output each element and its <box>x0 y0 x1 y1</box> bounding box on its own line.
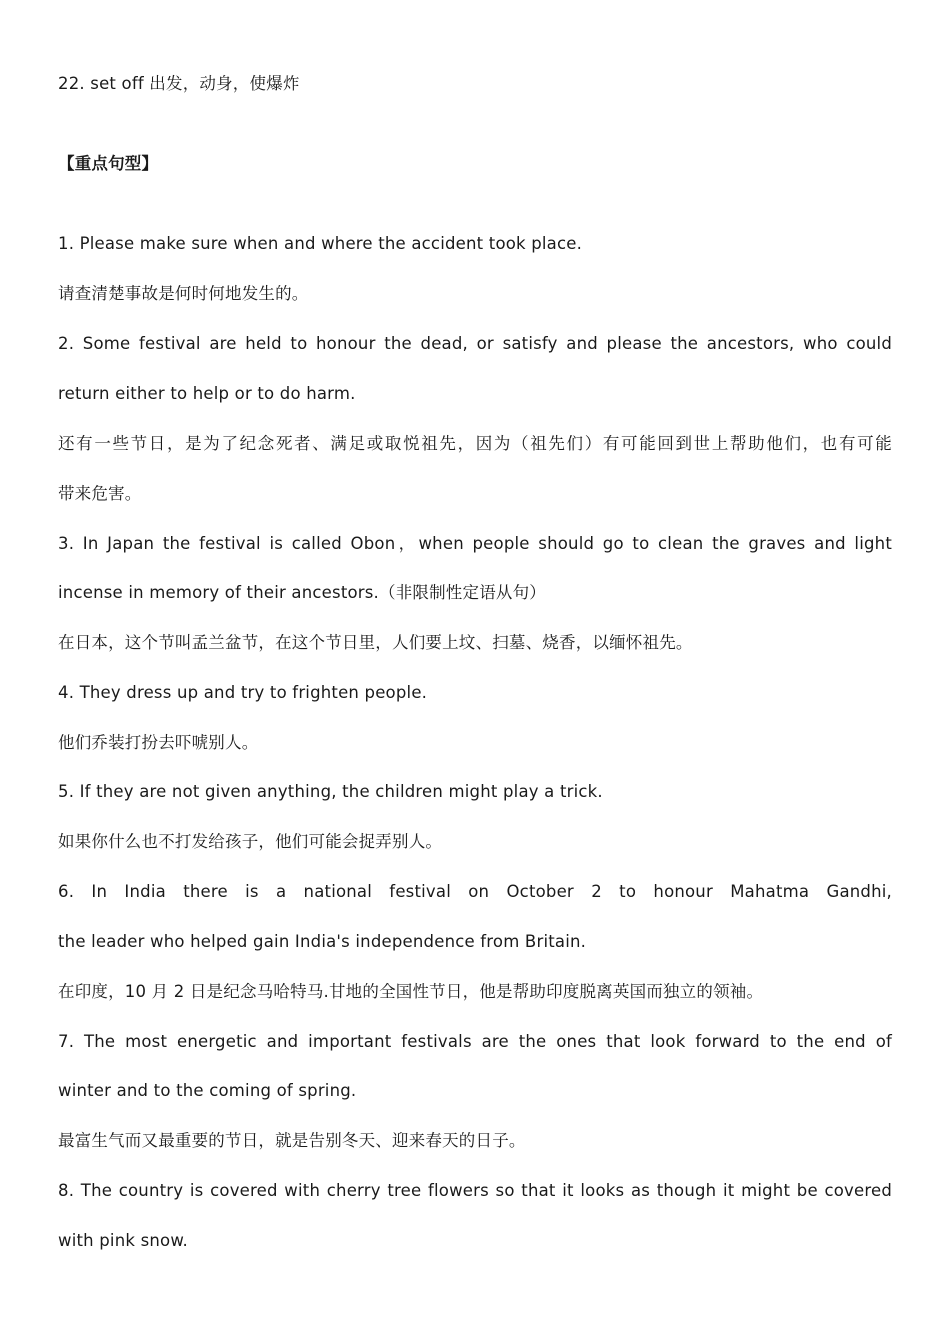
sentence-8-en-line-2: with pink snow. <box>58 1231 188 1250</box>
sentence-4-zh: 他们乔装打扮去吓唬别人。 <box>58 733 259 752</box>
sentence-3-en-line-1: 3. In Japan the festival is called Obon，when people should go to clean the graves and light <box>58 534 892 553</box>
sentence-1-zh: 请查清楚事故是何时何地发生的。 <box>58 284 309 303</box>
sentence-2-en-line-1: 2. Some festival are held to honour the dead, or satisfy and please the ancestors, who could <box>58 334 892 353</box>
sentence-7-en-line-1: 7. The most energetic and important festivals are the ones that look forward to the end of <box>58 1032 892 1051</box>
sentence-6-en-line-2: the leader who helped gain India's independence from Britain. <box>58 932 587 951</box>
sentence-4-en: 4. They dress up and try to frighten people. <box>58 683 428 702</box>
vocab-item-22: 22. set off 出发，动身，使爆炸 <box>58 74 300 93</box>
sentence-6-en-line-1: 6. In India there is a national festival on October 2 to honour Mahatma Gandhi, <box>58 882 892 901</box>
sentence-5-en: 5. If they are not given anything, the children might play a trick. <box>58 782 603 801</box>
sentence-2-en-line-2: return either to help or to do harm. <box>58 384 356 403</box>
sentence-2-zh-line-1: 还有一些节日，是为了纪念死者、满足或取悦祖先，因为（祖先们）有可能回到世上帮助他们，也有可能 <box>58 434 892 453</box>
sentence-5-zh: 如果你什么也不打发给孩子，他们可能会捉弄别人。 <box>58 832 443 851</box>
sentence-2-zh-line-2: 带来危害。 <box>58 484 142 503</box>
sentence-8-en-line-1: 8. The country is covered with cherry tree flowers so that it looks as though it might be covered <box>58 1181 892 1200</box>
sentence-3-zh: 在日本，这个节叫孟兰盆节，在这个节日里，人们要上坟、扫墓、烧香，以缅怀祖先。 <box>58 633 693 652</box>
sentence-6-zh: 在印度，10 月 2 日是纪念马哈特马.甘地的全国性节日，他是帮助印度脱离英国而独立的领袖。 <box>58 982 764 1001</box>
sentence-7-zh: 最富生气而又最重要的节日，就是告别冬天、迎来春天的日子。 <box>58 1131 526 1150</box>
sentence-7-en-line-2: winter and to the coming of spring. <box>58 1081 357 1100</box>
sentence-3-en-line-2: incense in memory of their ancestors.（非限制性定语从句） <box>58 583 547 602</box>
section-title: 【重点句型】 <box>58 154 159 173</box>
sentence-1-en: 1. Please make sure when and where the accident took place. <box>58 234 583 253</box>
